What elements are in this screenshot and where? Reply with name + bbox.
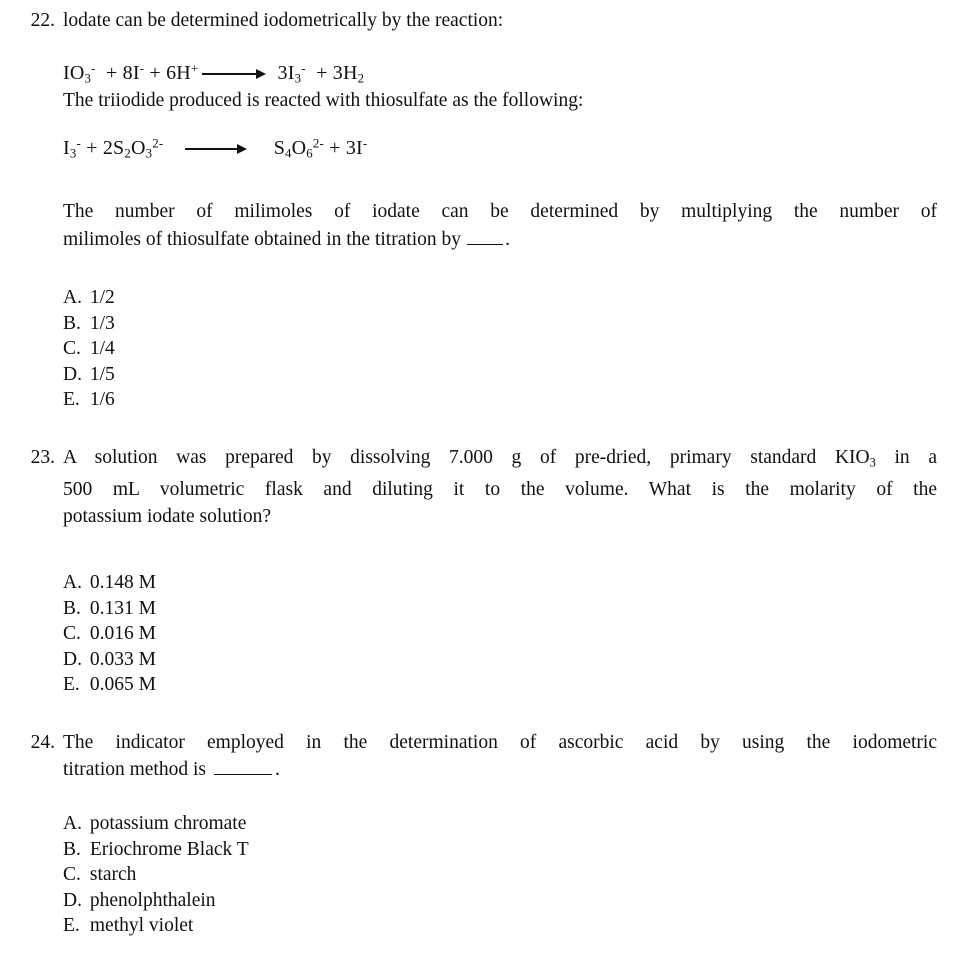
- option-24-e-label: E.: [63, 915, 80, 937]
- equation-1-left: $IO_3^- + 8I^- + 6H^+$: [63, 61, 199, 86]
- question-22-options: [63, 285, 115, 413]
- reaction-arrow-icon: [185, 144, 247, 154]
- question-23-number: 23.: [30, 447, 55, 468]
- question-24-options: [63, 811, 249, 939]
- question-23-stem: [63, 444, 937, 530]
- option-24-a[interactable]: [63, 811, 249, 837]
- option-22-c[interactable]: [63, 336, 115, 362]
- option-23-a-text: 0.148 M: [89, 572, 156, 593]
- equation-iodate-triiodide: [63, 58, 364, 88]
- equation-2-right: $S_4O_6^{2-} + 3I^-$: [263, 136, 368, 161]
- option-22-e[interactable]: [63, 387, 115, 413]
- option-23-a[interactable]: [63, 570, 156, 596]
- option-22-d[interactable]: [63, 362, 115, 388]
- option-24-d-text: phenolphthalein: [89, 889, 216, 911]
- question-24-number: 24.: [30, 732, 55, 753]
- reaction-arrow-icon: [202, 69, 266, 79]
- option-23-d[interactable]: [63, 647, 156, 673]
- option-24-a-text: potassium chromate: [89, 813, 247, 834]
- option-23-d-text: 0.033 M: [89, 648, 156, 670]
- question-24: [22, 729, 937, 783]
- option-22-e-text: 1/6: [89, 389, 115, 411]
- option-23-c-label: C.: [63, 623, 81, 645]
- question-24-stem: [63, 729, 937, 783]
- question-22-stem-row: [22, 7, 937, 34]
- option-24-c-text: starch: [89, 864, 137, 886]
- option-22-a-text: 1/2: [89, 287, 115, 308]
- question-23-line-1-text: A solution was prepared by dissolving 7.000 g of pre-dried, primary standard KIO: [63, 447, 870, 468]
- question-22-body-line-2-post: .: [505, 228, 510, 250]
- question-22-body-line-2: [63, 226, 937, 254]
- question-22-body-line-1: The number of milimoles of iodate can be determined by multiplying the number of: [63, 201, 937, 222]
- question-22-mid-text: The triiodide produced is reacted with thiosulfate as the following:: [63, 90, 584, 111]
- question-22-stem: [63, 7, 937, 34]
- question-23-options: [63, 570, 156, 698]
- option-22-d-label: D.: [63, 363, 82, 385]
- question-22-number: 22.: [30, 10, 55, 31]
- option-24-e[interactable]: [63, 913, 249, 939]
- option-23-c-text: 0.016 M: [89, 623, 156, 645]
- option-23-b-text: 0.131 M: [89, 597, 156, 619]
- option-22-a-label: A.: [63, 287, 82, 308]
- option-22-b[interactable]: [63, 311, 115, 337]
- option-24-b-text: Eriochrome Black T: [89, 838, 249, 860]
- option-24-d[interactable]: [63, 888, 249, 914]
- question-24-line-2-pre: titration method is: [63, 759, 206, 780]
- question-22-body-line-2-pre: milimoles of thiosulfate obtained in the titration by: [63, 228, 462, 250]
- question-22-stem-text: lodate can be determined iodometrically by the reaction:: [63, 10, 504, 31]
- option-23-e-label: E.: [63, 674, 80, 696]
- option-22-c-label: C.: [63, 338, 81, 360]
- option-24-c-label: C.: [63, 864, 81, 886]
- option-23-c[interactable]: [63, 621, 156, 647]
- equation-2-left: $I_3^- + 2S_2O_3^{2-}$: [63, 136, 164, 161]
- option-22-c-text: 1/4: [89, 338, 115, 360]
- option-23-a-label: A.: [63, 572, 82, 593]
- equation-1-right: $3I_3^- + 3H_2$: [272, 61, 365, 86]
- option-22-e-label: E.: [63, 389, 80, 411]
- question-24-line-1: The indicator employed in the determination of ascorbic acid by using the iodometric: [63, 732, 937, 753]
- option-24-e-text: methyl violet: [89, 915, 194, 937]
- option-23-b[interactable]: [63, 596, 156, 622]
- question-24-stem-row: [22, 729, 937, 783]
- question-24-line-2: [63, 756, 937, 783]
- option-22-b-text: 1/3: [89, 312, 115, 334]
- question-23: [22, 444, 937, 530]
- option-22-d-text: 1/5: [89, 363, 115, 385]
- option-23-e[interactable]: [63, 672, 156, 698]
- option-22-a[interactable]: [63, 285, 115, 311]
- question-23-line-3: potassium iodate solution?: [63, 506, 271, 528]
- option-24-c[interactable]: [63, 862, 249, 888]
- option-24-d-label: D.: [63, 889, 82, 911]
- equation-triiodide-thiosulfate: [63, 133, 367, 163]
- option-24-b-label: B.: [63, 838, 81, 860]
- question-23-line-2: 500 mL volumetric flask and diluting it to the volume. What is the molarity of the: [63, 479, 937, 501]
- option-22-b-label: B.: [63, 312, 81, 334]
- question-24-line-2-post: .: [274, 759, 280, 780]
- fill-in-blank-22[interactable]: [467, 244, 503, 245]
- question-23-line-1-tail: in a: [875, 447, 937, 468]
- kio3-subscript: 3: [869, 455, 876, 470]
- option-24-a-label: A.: [63, 813, 82, 834]
- question-22-body: [63, 198, 937, 253]
- question-22: [22, 7, 937, 34]
- question-23-line-1: [63, 444, 937, 476]
- option-24-b[interactable]: [63, 837, 249, 863]
- option-23-e-text: 0.065 M: [89, 674, 156, 696]
- option-23-b-label: B.: [63, 597, 81, 619]
- option-23-d-label: D.: [63, 648, 82, 670]
- fill-in-blank-24[interactable]: [214, 774, 272, 775]
- question-23-stem-row: [22, 444, 937, 530]
